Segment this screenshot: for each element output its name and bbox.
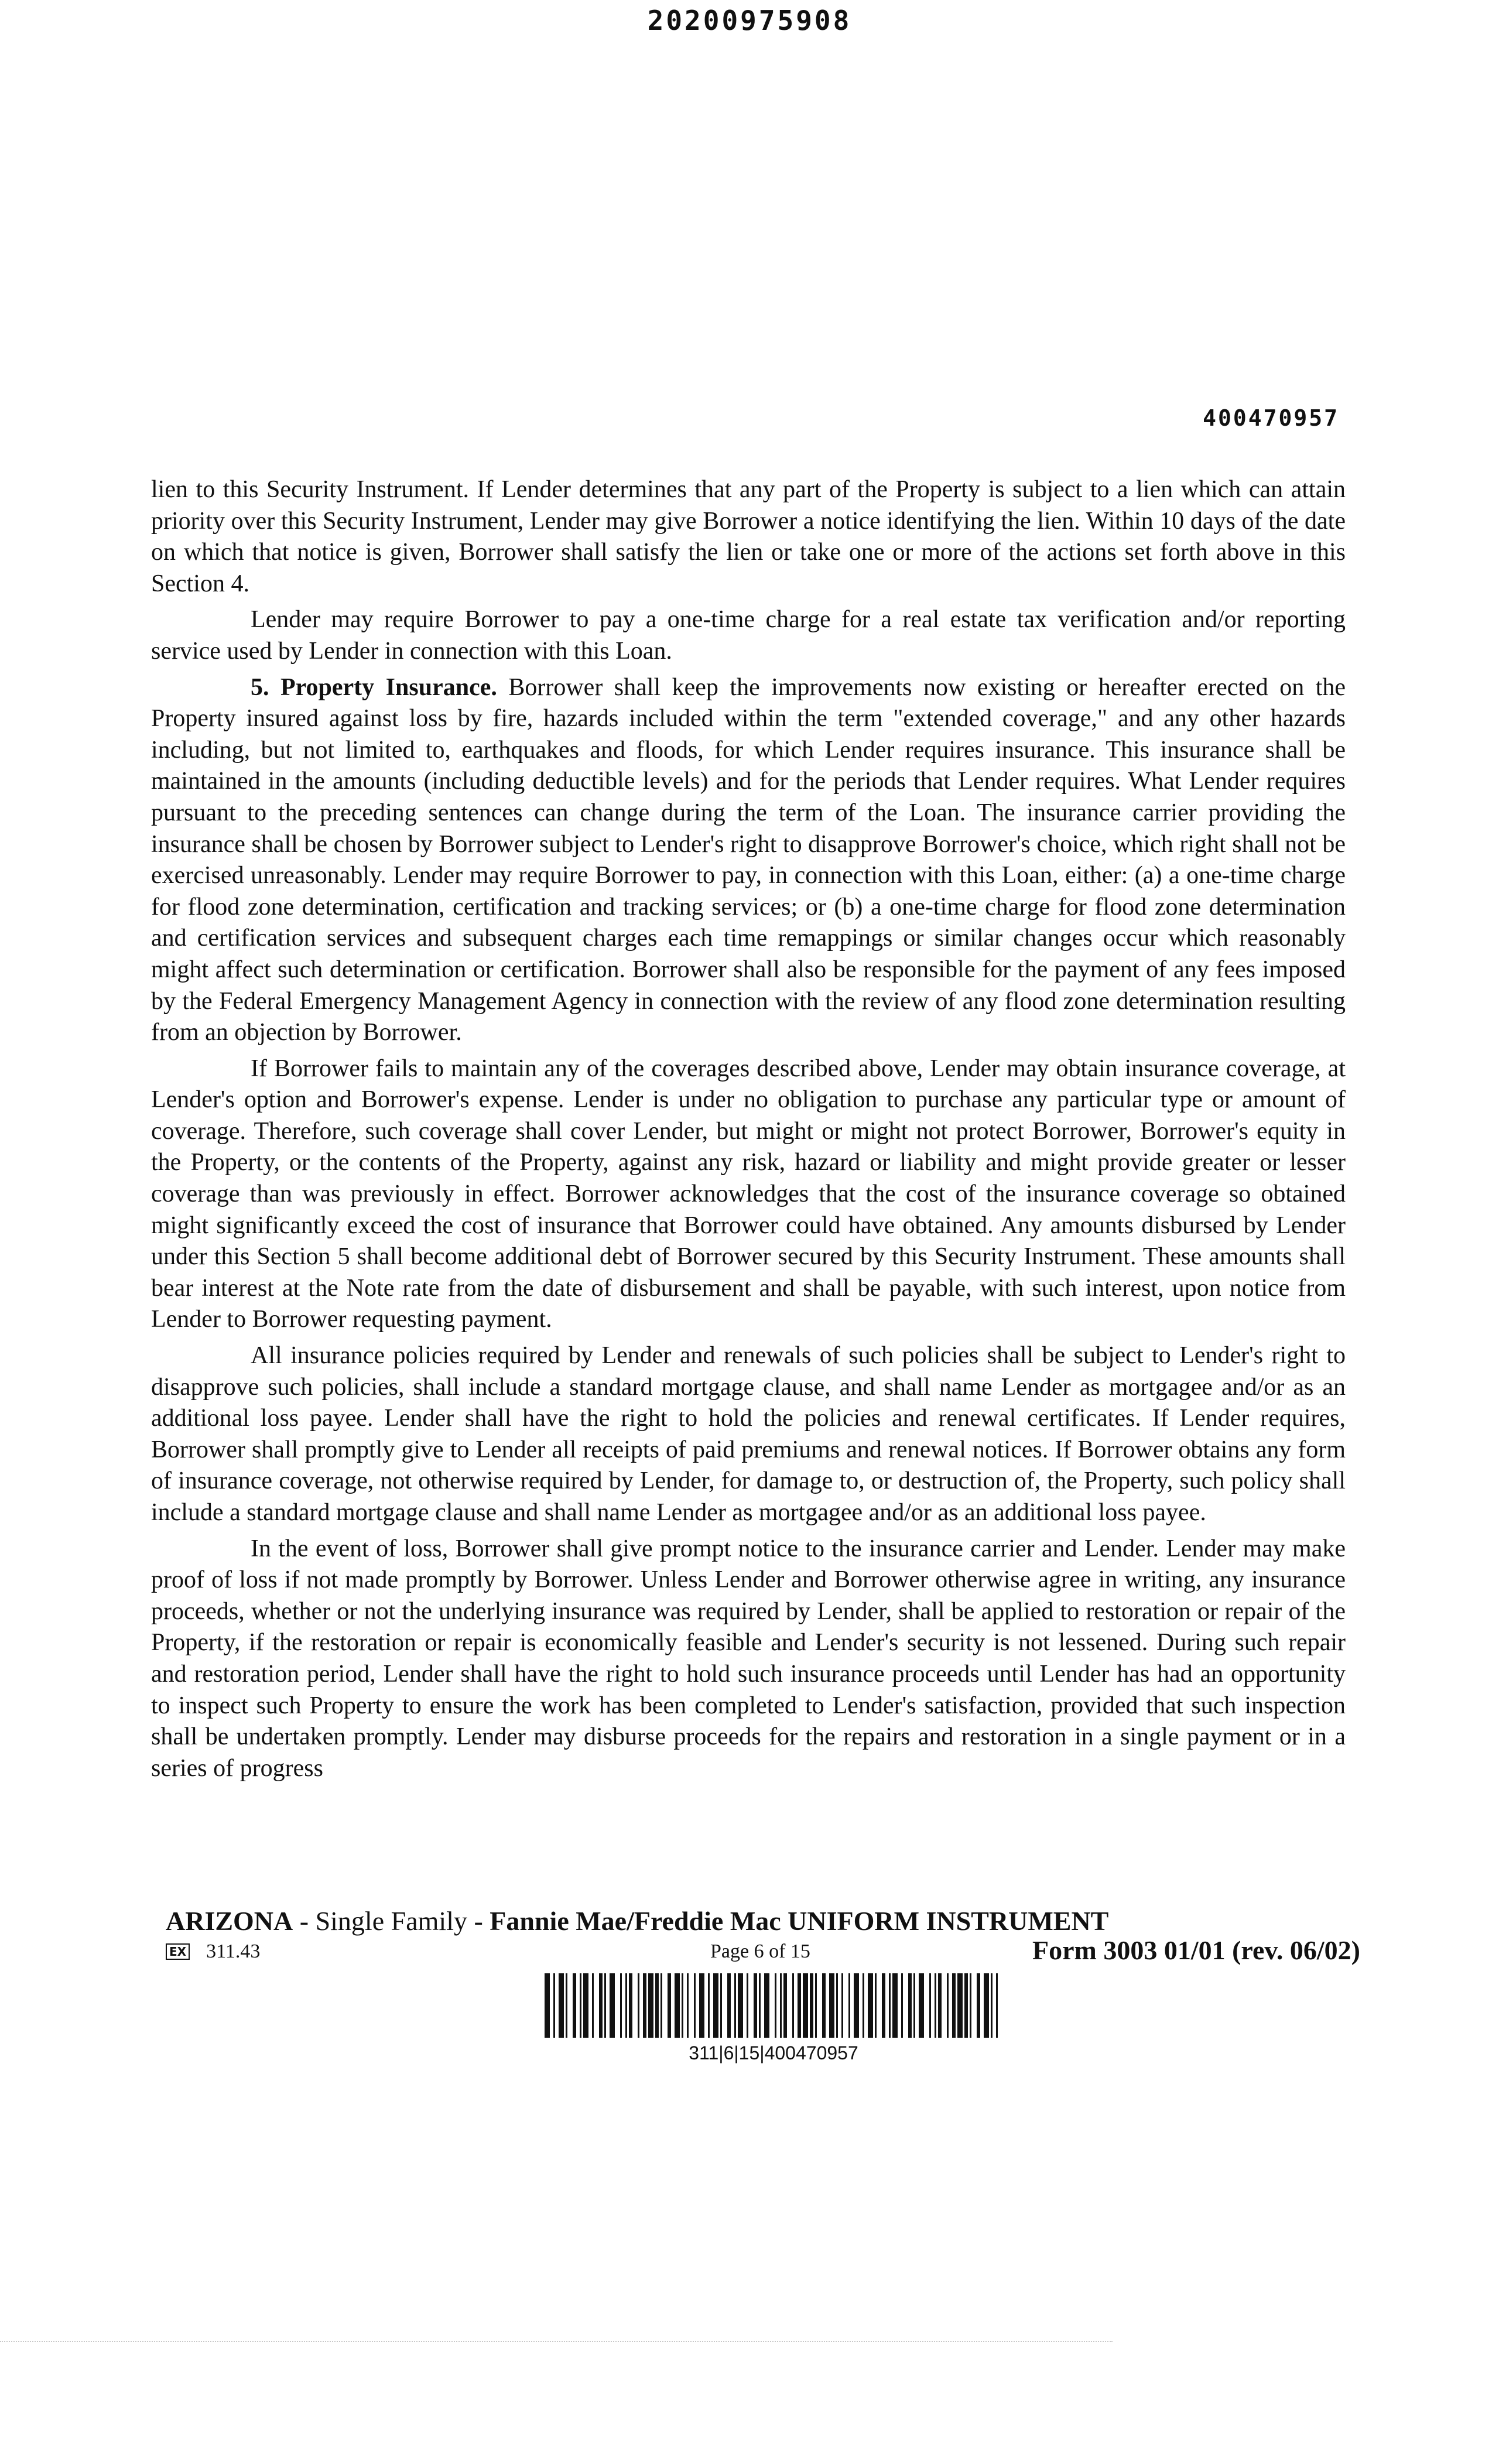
barcode-text: 311|6|15|400470957	[689, 2042, 858, 2063]
paragraph-insurance-policies: All insurance policies required by Lender and renewals of such policies shall be subject to Lender's right to disapprove such policies, shall include a standard mortgage clause, and shall name Lender as mortgagee and/or as an additional loss payee. Lender shall have the right to hold the policies and renewal certificates. If Lender requires, Borrower shall promptly give to Lender all receipts of paid premiums and renewal notices. If Borrower obtains any form of insurance coverage, not otherwise required by Lender, for damage to, or destruction of, the Property, such policy shall include a standard mortgage clause and shall name Lender as mortgagee and/or as an additional loss payee.	[151, 1342, 1346, 1526]
footer-info-row	[166, 1935, 1360, 1967]
barcode	[545, 1973, 1002, 2038]
scan-edge-line	[0, 2341, 1113, 2342]
section-5-property-insurance	[151, 672, 1346, 1049]
footer-form-title	[166, 1905, 1108, 1936]
footer-instrument: Fannie Mae/Freddie Mac UNIFORM INSTRUMENT	[490, 1906, 1109, 1936]
doc-code-number: 311.43	[206, 1941, 261, 1962]
document-body	[151, 474, 1346, 1789]
doc-code-box: EX	[166, 1943, 190, 1960]
section-5-text: Borrower shall keep the improvements now existing or hereafter erected on the Property insured against loss by fire, hazards included within the term "extended coverage," and any other hazards including, but not limited to, earthquakes and floods, for which Lender requires insurance. This insurance shall be maintained in the amounts (including deductible levels) and for the periods that Lender requires. What Lender requires pursuant to the preceding sentences can change during the term of the Loan. The insurance carrier providing the insurance shall be chosen by Borrower subject to Lender's right to disapprove Borrower's choice, which right shall not be exercised unreasonably. Lender may require Borrower to pay, in connection with this Loan, either: (a) a one-time charge for flood zone determination, certification and tracking services; or (b) a one-time charge for flood zone determination and certification services and subsequent charges each time remappings or similar changes occur which reasonably might affect such determination or certification. Borrower shall also be responsible for the payment of any fees imposed by the Federal Emergency Management Agency in connection with the review of any flood zone determination resulting from an objection by Borrower.	[151, 673, 1346, 1046]
page-label: Page 6 of 15	[710, 1941, 810, 1962]
paragraph-lien-continuation: lien to this Security Instrument. If Lender determines that any part of the Property is subject to a lien which can attain priority over this Security Instrument, Lender may give Borrower a notice identifying the lien. Within 10 days of the date on which that notice is given, Borrower shall satisfy the lien or take one or more of the actions set forth above in this Section 4.	[151, 476, 1346, 597]
section-5-heading: 5. Property Insurance.	[251, 673, 497, 701]
recording-number: 20200975908	[647, 5, 852, 36]
footer-family: - Single Family -	[299, 1906, 483, 1936]
paragraph-tax-verification: Lender may require Borrower to pay a one-time charge for a real estate tax verification and/or reporting service used by Lender in connection with this Loan.	[151, 606, 1346, 665]
form-number: Form 3003 01/01 (rev. 06/02)	[1032, 1935, 1360, 1965]
loan-number: 400470957	[1203, 405, 1339, 431]
paragraph-lender-coverage: If Borrower fails to maintain any of the coverages described above, Lender may obtain insurance coverage, at Lender's option and Borrower's expense. Lender is under no obligation to purchase any particular type or amount of coverage. Therefore, such coverage shall cover Lender, but might or might not protect Borrower, Borrower's equity in the Property, or the contents of the Property, against any risk, hazard or liability and might provide greater or lesser coverage than was previously in effect. Borrower acknowledges that the cost of the insurance coverage so obtained might significantly exceed the cost of insurance that Borrower could have obtained. Any amounts disbursed by Lender under this Section 5 shall become additional debt of Borrower secured by this Security Instrument. These amounts shall bear interest at the Note rate from the date of disbursement and shall be payable, with such interest, upon notice from Lender to Borrower requesting payment.	[151, 1055, 1346, 1333]
paragraph-event-of-loss: In the event of loss, Borrower shall give prompt notice to the insurance carrier and Lender. Lender may make proof of loss if not made promptly by Borrower. Unless Lender and Borrower otherwise agree in writing, any insurance proceeds, whether or not the underlying insurance was required by Lender, shall be applied to restoration or repair of the Property, if the restoration or repair is economically feasible and Lender's security is not lessened. During such repair and restoration period, Lender shall have the right to hold such insurance proceeds until Lender has had an opportunity to inspect such Property to ensure the work has been completed to Lender's satisfaction, provided that such inspection shall be undertaken promptly. Lender may disburse proceeds for the repairs and restoration in a single payment or in a series of progress	[151, 1535, 1346, 1782]
doc-code	[166, 1941, 260, 1963]
footer-state: ARIZONA	[166, 1906, 293, 1936]
